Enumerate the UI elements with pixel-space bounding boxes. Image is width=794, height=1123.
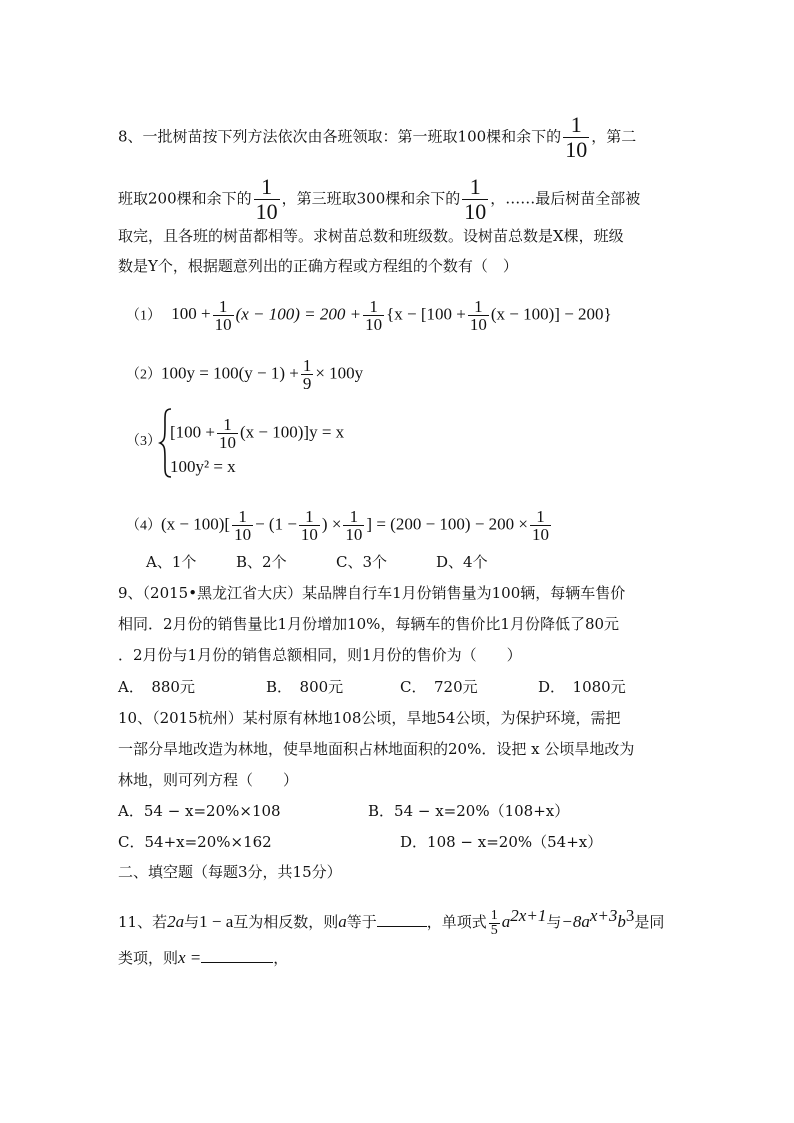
frac-num: 1	[238, 507, 247, 526]
q10-option-d[interactable]: D．108 − x=20%（54+x）	[400, 833, 603, 851]
fraction	[343, 508, 364, 543]
q8-text: ，第三班取300棵和余下的	[281, 189, 461, 208]
math-expr: x =	[178, 948, 202, 967]
eq-text: (x − 100)]y = x	[240, 422, 345, 442]
q8-equation-3-label	[126, 430, 161, 452]
q9-option-a[interactable]: A． 880元	[118, 678, 195, 696]
eq-text: (x − 100)] − 200}	[490, 304, 612, 324]
q11-text: ，单项式	[426, 913, 487, 931]
q8-equation-4	[126, 508, 553, 543]
q10-option-a[interactable]: A．54 − x=20%×108	[118, 802, 281, 820]
q11-text: 等于	[346, 913, 377, 931]
frac-den: 10	[234, 525, 252, 544]
frac-den: 10	[464, 199, 487, 225]
eq-text: 100y = 100(y − 1) +	[161, 363, 299, 383]
answer-blank[interactable]	[377, 912, 427, 927]
frac-num: 1	[305, 507, 314, 526]
frac-den: 10	[565, 137, 588, 163]
frac-num: 1	[218, 297, 228, 316]
fraction	[530, 508, 551, 543]
q8-option-b[interactable]: B、2个	[236, 553, 287, 571]
q8-equation-3-line1	[170, 416, 344, 451]
q11-text: 与	[184, 913, 200, 931]
q8-option-a[interactable]: A、1个	[146, 553, 197, 571]
q10-option-c[interactable]: C．54+x=20%×162	[118, 833, 272, 851]
fraction	[232, 508, 253, 543]
q8-text: ，第二	[591, 127, 637, 146]
q11-line2	[118, 948, 288, 968]
q8-text: 班取200棵和余下的	[118, 189, 252, 208]
exponent: 3	[625, 906, 635, 925]
eq-label: （1）	[126, 308, 161, 324]
frac-num: 1	[349, 507, 359, 526]
math-expr: a	[338, 912, 347, 931]
frac-den: 9	[302, 374, 312, 393]
eq-text: ] = (200 − 100) − 200 ×	[366, 514, 529, 534]
q8-option-c[interactable]: C、3个	[336, 553, 388, 571]
math-expr: −8a	[561, 912, 590, 931]
eq-label: （3）	[126, 434, 161, 449]
q8-line2	[118, 175, 640, 224]
eq-text: × 100y	[315, 363, 364, 383]
q11-text: 是同	[634, 913, 665, 931]
frac-den: 10	[214, 315, 232, 334]
frac-den: 10	[365, 315, 383, 334]
frac-num: 1	[474, 297, 483, 316]
q8-equation-2	[126, 357, 363, 392]
exponent: 2x+1	[510, 906, 547, 925]
q8-text: 8、一批树苗按下列方法依次由各班领取：第一班取100棵和余下的	[118, 127, 562, 146]
q11-text: 类项，则	[118, 949, 179, 967]
frac-num: 1	[223, 415, 232, 434]
eq-text: [100 +	[170, 422, 215, 442]
fraction	[254, 175, 280, 224]
frac-num: 1	[302, 356, 312, 375]
q8-line4: 数是Y个，根据题意列出的正确方程或方程组的个数有（ ）	[118, 257, 518, 275]
fraction	[489, 909, 500, 938]
q8-line1	[118, 113, 636, 162]
q8-equation-1	[126, 298, 612, 333]
q9-line2: 相同．2月份的销售量比1月份增加10%，每辆车的售价比1月份降低了80元	[118, 615, 620, 633]
fraction	[563, 113, 589, 162]
frac-num: 1	[490, 907, 498, 923]
math-expr: 1 − a	[199, 912, 234, 931]
q8-option-d[interactable]: D、4个	[436, 553, 488, 571]
q8-line3: 取完，且各班的树苗都相等。求树苗总数和班级数。设树苗总数是X棵，班级	[118, 227, 624, 245]
q10-line2: 一部分旱地改造为林地，使旱地面积占林地面积的20%．设把 x 公顷旱地改为	[118, 740, 635, 758]
frac-den: 5	[490, 922, 498, 938]
section-heading: 二、填空题（每题3分，共15分）	[118, 863, 342, 881]
q11-text: 与	[546, 913, 562, 931]
frac-den: 10	[345, 525, 363, 544]
frac-den: 10	[255, 199, 278, 225]
fraction	[363, 298, 384, 333]
eq-text: ) ×	[321, 514, 342, 534]
q9-line3: ．2月份与1月份的销售总额相同，则1月份的售价为（ ）	[118, 646, 522, 664]
q9-option-c[interactable]: C． 720元	[400, 678, 478, 696]
eq-text: (x − 100) = 200 +	[235, 304, 362, 324]
q11-text: 11、若	[118, 913, 168, 931]
q9-option-d[interactable]: D． 1080元	[538, 678, 626, 696]
frac-den: 10	[219, 433, 236, 452]
fraction	[299, 508, 320, 543]
fraction	[468, 298, 489, 333]
q10-line1: 10、（2015杭州）某村原有林地108公顷，旱地54公顷，为保护环境，需把	[118, 709, 621, 727]
frac-num: 1	[261, 174, 273, 199]
frac-num: 1	[369, 297, 378, 316]
q10-option-b[interactable]: B．54 − x=20%（108+x）	[368, 802, 570, 820]
frac-den: 10	[532, 525, 550, 544]
q9-option-b[interactable]: B． 800元	[266, 678, 344, 696]
q8-text: ，……最后树苗全部被	[490, 189, 641, 208]
q10-line3: 林地，则可列方程（ ）	[118, 771, 299, 789]
eq-label: （4）	[126, 518, 161, 534]
q11-text: 互为相反数，则	[233, 913, 339, 931]
eq-label: （2）	[126, 367, 161, 383]
frac-num: 1	[469, 174, 481, 199]
exponent: x+3	[589, 906, 618, 925]
q8-equation-3-line2: 100y² = x	[170, 457, 236, 476]
eq-text: (x − 100)[	[161, 514, 231, 534]
math-expr: b	[617, 912, 626, 931]
eq-text: {x − [100 +	[386, 304, 466, 324]
q9-line1: 9、（2015•黑龙江省大庆）某品牌自行车1月份销售量为100辆，每辆车售价	[118, 584, 626, 602]
fraction	[301, 357, 314, 392]
answer-blank[interactable]	[201, 948, 273, 963]
eq-text: − (1 −	[255, 514, 297, 534]
fraction	[462, 175, 488, 224]
frac-num: 1	[570, 112, 582, 137]
math-expr: 2a	[167, 912, 185, 931]
frac-num: 1	[536, 507, 545, 526]
fraction	[217, 416, 238, 451]
q11-text: ，	[273, 949, 289, 967]
math-expr: a	[501, 912, 511, 931]
frac-den: 10	[300, 525, 318, 544]
frac-den: 10	[469, 315, 487, 334]
fraction	[213, 298, 234, 333]
q11-line1	[118, 906, 664, 938]
eq-text: 100 +	[171, 304, 211, 324]
